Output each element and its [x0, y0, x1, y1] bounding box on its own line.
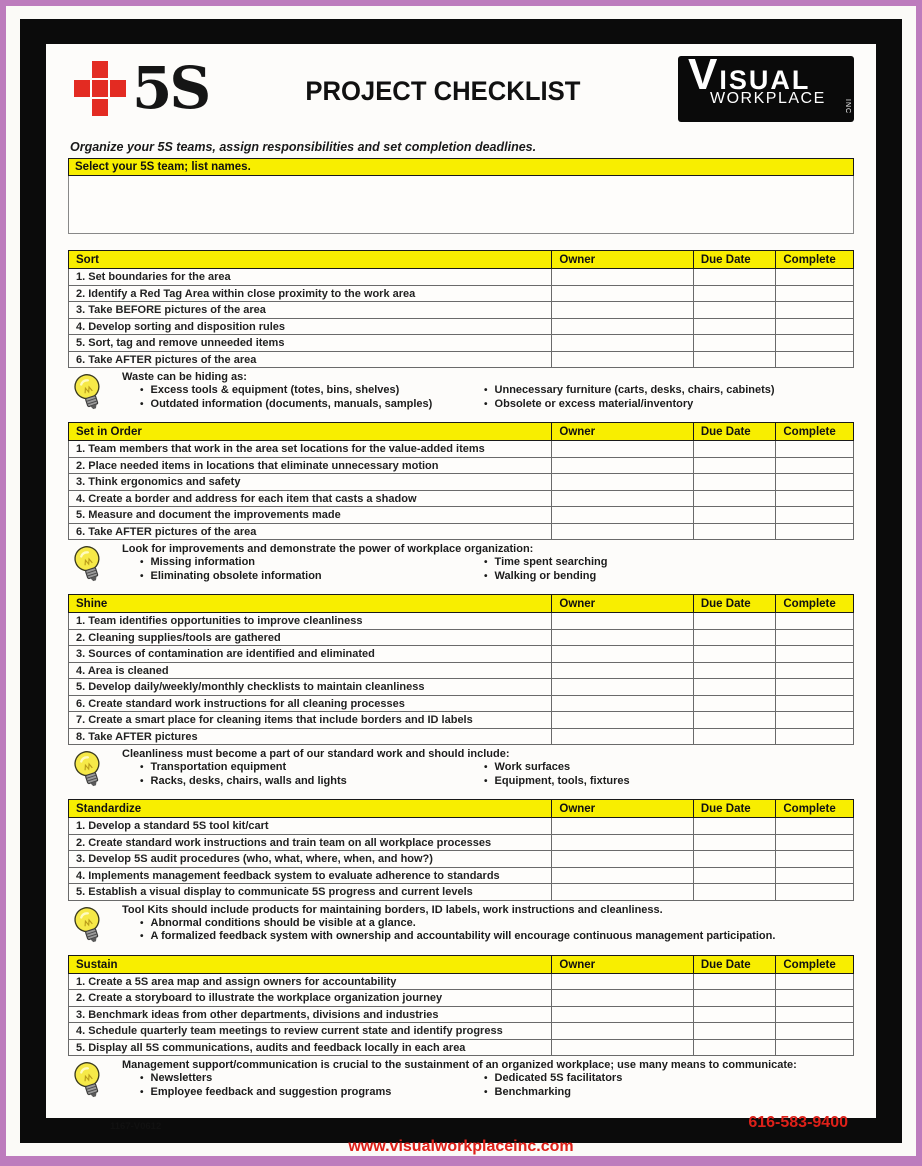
bullet-dot: •	[140, 931, 144, 942]
complete-cell[interactable]	[775, 851, 854, 868]
checklist-row	[68, 851, 854, 868]
complete-cell[interactable]	[775, 818, 854, 835]
note-bullet-column	[466, 384, 810, 411]
item-text: 8. Take AFTER pictures	[68, 729, 551, 746]
bullet-dot: •	[484, 557, 488, 568]
team-names-box[interactable]	[68, 176, 854, 234]
note-bullet	[122, 570, 466, 584]
section-title-sort: Sort	[68, 250, 551, 269]
owner-cell[interactable]	[551, 458, 692, 475]
item-text: 4. Area is cleaned	[68, 663, 551, 680]
item-text: 3. Develop 5S audit procedures (who, what, where, when, and how?)	[68, 851, 551, 868]
lightbulb-icon	[72, 371, 122, 418]
item-text: 7. Create a smart place for cleaning items that include borders and ID labels	[68, 712, 551, 729]
bullet-dot: •	[484, 398, 488, 410]
column-header-owner: Owner	[551, 250, 692, 269]
brand-line2: WORKPLACE	[710, 90, 826, 107]
checklist-row	[68, 1023, 854, 1040]
note-bullet-column	[466, 1072, 810, 1099]
form-code: 1167-V0612	[110, 1121, 162, 1132]
section-title-shine: Shine	[68, 594, 551, 613]
checklist-row	[68, 990, 854, 1007]
checklist-row	[68, 458, 854, 475]
owner-cell[interactable]	[551, 302, 692, 319]
due-date-cell[interactable]	[693, 630, 776, 647]
owner-cell[interactable]	[551, 474, 692, 491]
note-body	[122, 904, 854, 951]
page-title: PROJECT CHECKLIST	[305, 76, 581, 106]
note-bullet-column	[122, 384, 466, 411]
due-date-cell[interactable]	[693, 302, 776, 319]
note-bullet	[466, 570, 810, 584]
bullet-dot: •	[484, 570, 488, 582]
section-header-row	[68, 422, 854, 441]
checklist-row	[68, 868, 854, 885]
owner-cell[interactable]	[551, 696, 692, 713]
complete-cell[interactable]	[775, 1040, 854, 1057]
item-text: 3. Think ergonomics and safety	[68, 474, 551, 491]
note-bullet	[466, 1086, 810, 1100]
column-header-owner: Owner	[551, 422, 692, 441]
owner-cell[interactable]	[551, 663, 692, 680]
column-header-complete: Complete	[775, 422, 854, 441]
due-date-cell[interactable]	[693, 1007, 776, 1024]
sections-container	[68, 250, 854, 1110]
note-bullet-text: Newsletters	[150, 1072, 213, 1084]
item-text: 4. Schedule quarterly team meetings to review current state and identify progress	[68, 1023, 551, 1040]
owner-cell[interactable]	[551, 613, 692, 630]
note-sustain	[68, 1056, 854, 1110]
note-bullet	[466, 1072, 810, 1086]
section-header-row	[68, 594, 854, 613]
complete-cell[interactable]	[775, 1023, 854, 1040]
due-date-cell[interactable]	[693, 679, 776, 696]
column-header-complete: Complete	[775, 250, 854, 269]
checklist-row	[68, 1040, 854, 1057]
visual-workplace-logo	[678, 50, 854, 122]
column-header-complete: Complete	[775, 799, 854, 818]
due-date-cell[interactable]	[693, 990, 776, 1007]
due-date-cell[interactable]	[693, 335, 776, 352]
owner-cell[interactable]	[551, 335, 692, 352]
note-bullet	[122, 761, 466, 775]
item-text: 2. Create a storyboard to illustrate the workplace organization journey	[68, 990, 551, 1007]
owner-cell[interactable]	[551, 974, 692, 991]
bullet-dot: •	[140, 398, 144, 410]
note-bullet	[122, 775, 466, 789]
note-bullet-text: Equipment, tools, fixtures	[494, 774, 630, 787]
note-bullet-text: Walking or bending	[494, 569, 597, 582]
item-text: 4. Implements management feedback system to evaluate adherence to standards	[68, 868, 551, 885]
note-bullet	[466, 761, 810, 775]
note-bullet	[122, 1086, 466, 1100]
due-date-cell[interactable]	[693, 974, 776, 991]
column-header-due-date: Due Date	[693, 594, 776, 613]
checklist-row	[68, 319, 854, 336]
owner-cell[interactable]	[551, 712, 692, 729]
owner-cell[interactable]	[551, 884, 692, 901]
bullet-dot: •	[140, 1073, 144, 1084]
note-bullet-text: Employee feedback and suggestion programs	[150, 1085, 392, 1098]
owner-cell[interactable]	[551, 868, 692, 885]
due-date-cell[interactable]	[693, 884, 776, 901]
complete-cell[interactable]	[775, 524, 854, 541]
note-bullet-column	[122, 1072, 466, 1099]
checklist-row	[68, 613, 854, 630]
red-cross-icon	[74, 61, 126, 116]
section-header-row	[68, 799, 854, 818]
checklist-page	[46, 44, 876, 1155]
due-date-cell[interactable]	[693, 712, 776, 729]
note-intro: Cleanliness must become a part of our standard work and should include:	[122, 748, 510, 760]
checklist-row	[68, 729, 854, 746]
note-bullet	[122, 556, 466, 570]
section-set-in-order	[68, 422, 854, 540]
bullet-dot: •	[140, 557, 144, 568]
due-date-cell[interactable]	[693, 524, 776, 541]
note-intro: Management support/communication is crucial to the sustainment of an organized workplace; use many means to communicate:	[122, 1059, 797, 1071]
item-text: 5. Sort, tag and remove unneeded items	[68, 335, 551, 352]
item-text: 2. Cleaning supplies/tools are gathered	[68, 630, 551, 647]
item-text: 4. Develop sorting and disposition rules	[68, 319, 551, 336]
note-bullet	[122, 930, 854, 944]
due-date-cell[interactable]	[693, 474, 776, 491]
owner-cell[interactable]	[551, 630, 692, 647]
note-standardize	[68, 901, 854, 955]
complete-cell[interactable]	[775, 835, 854, 852]
owner-cell[interactable]	[551, 286, 692, 303]
checklist-row	[68, 712, 854, 729]
item-text: 2. Place needed items in locations that eliminate unnecessary motion	[68, 458, 551, 475]
note-bullet	[122, 384, 466, 398]
checklist-row	[68, 974, 854, 991]
brand-line1: VISUAL	[688, 50, 811, 99]
bullet-dot: •	[140, 1086, 144, 1098]
due-date-cell[interactable]	[693, 507, 776, 524]
complete-cell[interactable]	[775, 868, 854, 885]
column-header-complete: Complete	[775, 955, 854, 974]
due-date-cell[interactable]	[693, 613, 776, 630]
item-text: 1. Develop a standard 5S tool kit/cart	[68, 818, 551, 835]
note-bullet	[466, 384, 810, 398]
note-bullet-text: Racks, desks, chairs, walls and lights	[150, 774, 347, 787]
due-date-cell[interactable]	[693, 663, 776, 680]
black-frame	[20, 19, 902, 1155]
complete-cell[interactable]	[775, 302, 854, 319]
checklist-row	[68, 696, 854, 713]
bullet-dot: •	[140, 917, 144, 929]
note-bullets	[122, 384, 854, 411]
owner-cell[interactable]	[551, 507, 692, 524]
owner-cell[interactable]	[551, 524, 692, 541]
note-bullet	[122, 917, 854, 931]
due-date-cell[interactable]	[693, 1023, 776, 1040]
page-footer	[68, 1112, 854, 1166]
lightbulb-icon	[72, 748, 122, 795]
checklist-row	[68, 835, 854, 852]
brand-inc: INC	[844, 98, 851, 114]
complete-cell[interactable]	[775, 319, 854, 336]
owner-cell[interactable]	[551, 441, 692, 458]
note-body	[122, 1059, 854, 1106]
complete-cell[interactable]	[775, 335, 854, 352]
note-intro: Tool Kits should include products for maintaining borders, ID labels, work instructions and cleanliness.	[122, 903, 663, 916]
page-header	[68, 50, 854, 132]
section-standardize	[68, 799, 854, 901]
note-bullet-text: Outdated information (documents, manuals, samples)	[150, 397, 433, 410]
note-set-in-order	[68, 540, 854, 594]
complete-cell[interactable]	[775, 613, 854, 630]
complete-cell[interactable]	[775, 696, 854, 713]
bullet-dot: •	[140, 775, 144, 787]
item-text: 2. Identify a Red Tag Area within close proximity to the work area	[68, 286, 551, 303]
column-header-owner: Owner	[551, 594, 692, 613]
checklist-row	[68, 491, 854, 508]
owner-cell[interactable]	[551, 352, 692, 369]
note-bullet-text: Dedicated 5S facilitators	[494, 1072, 623, 1084]
item-text: 5. Develop daily/weekly/monthly checklists to maintain cleanliness	[68, 679, 551, 696]
note-bullets	[122, 1072, 854, 1099]
owner-cell[interactable]	[551, 491, 692, 508]
checklist-row	[68, 1007, 854, 1024]
lightbulb-icon	[72, 904, 122, 951]
checklist-row	[68, 646, 854, 663]
due-date-cell[interactable]	[693, 269, 776, 286]
note-body	[122, 748, 854, 795]
note-intro: Waste can be hiding as:	[122, 371, 247, 383]
column-header-due-date: Due Date	[693, 250, 776, 269]
note-bullet-text: Missing information	[150, 556, 256, 568]
item-text: 6. Take AFTER pictures of the area	[68, 524, 551, 541]
due-date-cell[interactable]	[693, 696, 776, 713]
bullet-dot: •	[484, 1086, 488, 1098]
note-bullets	[122, 917, 854, 944]
due-date-cell[interactable]	[693, 818, 776, 835]
note-bullet-column	[122, 761, 466, 788]
section-header-row	[68, 250, 854, 269]
bullet-dot: •	[484, 775, 488, 787]
checklist-row	[68, 302, 854, 319]
note-bullets	[122, 556, 854, 583]
lightbulb-icon	[72, 1059, 122, 1106]
note-bullet-column	[122, 917, 854, 944]
checklist-row	[68, 474, 854, 491]
complete-cell[interactable]	[775, 974, 854, 991]
column-header-complete: Complete	[775, 594, 854, 613]
complete-cell[interactable]	[775, 474, 854, 491]
owner-cell[interactable]	[551, 818, 692, 835]
section-title-standardize: Standardize	[68, 799, 551, 818]
note-bullet-text: Transportation equipment	[150, 761, 287, 773]
website-link[interactable]: www.visualworkplaceinc.com	[348, 1138, 574, 1155]
note-bullet	[122, 1072, 466, 1086]
complete-cell[interactable]	[775, 491, 854, 508]
complete-cell[interactable]	[775, 646, 854, 663]
item-text: 6. Take AFTER pictures of the area	[68, 352, 551, 369]
item-text: 3. Sources of contamination are identified and eliminated	[68, 646, 551, 663]
due-date-cell[interactable]	[693, 319, 776, 336]
checklist-row	[68, 507, 854, 524]
due-date-cell[interactable]	[693, 868, 776, 885]
owner-cell[interactable]	[551, 319, 692, 336]
bullet-dot: •	[140, 385, 144, 396]
item-text: 1. Team identifies opportunities to improve cleanliness	[68, 613, 551, 630]
note-bullet-column	[122, 556, 466, 583]
note-bullets	[122, 761, 854, 788]
section-title-set-in-order: Set in Order	[68, 422, 551, 441]
note-bullet-text: Benchmarking	[494, 1085, 571, 1098]
complete-cell[interactable]	[775, 990, 854, 1007]
team-select-header: Select your 5S team; list names.	[68, 158, 854, 176]
note-bullet-text: Unnecessary furniture (carts, desks, chairs, cabinets)	[494, 384, 775, 396]
item-text: 1. Create a 5S area map and assign owners for accountability	[68, 974, 551, 991]
note-body	[122, 371, 854, 418]
phone-number: 616-583-9400	[748, 1114, 848, 1131]
due-date-cell[interactable]	[693, 835, 776, 852]
5s-logo	[74, 54, 209, 122]
complete-cell[interactable]	[775, 884, 854, 901]
owner-cell[interactable]	[551, 851, 692, 868]
owner-cell[interactable]	[551, 835, 692, 852]
due-date-cell[interactable]	[693, 646, 776, 663]
owner-cell[interactable]	[551, 269, 692, 286]
checklist-row	[68, 335, 854, 352]
owner-cell[interactable]	[551, 1007, 692, 1024]
item-text: 1. Team members that work in the area set locations for the value-added items	[68, 441, 551, 458]
note-bullet-text: Obsolete or excess material/inventory	[494, 397, 694, 410]
bullet-dot: •	[484, 762, 488, 773]
note-bullet	[466, 556, 810, 570]
owner-cell[interactable]	[551, 1023, 692, 1040]
item-text: 5. Display all 5S communications, audits and feedback locally in each area	[68, 1040, 551, 1057]
bullet-dot: •	[140, 570, 144, 582]
checklist-row	[68, 630, 854, 647]
item-text: 5. Establish a visual display to communicate 5S progress and current levels	[68, 884, 551, 901]
complete-cell[interactable]	[775, 1007, 854, 1024]
complete-cell[interactable]	[775, 729, 854, 746]
checklist-row	[68, 441, 854, 458]
bullet-dot: •	[484, 1073, 488, 1084]
column-header-owner: Owner	[551, 955, 692, 974]
checklist-row	[68, 663, 854, 680]
column-header-owner: Owner	[551, 799, 692, 818]
note-bullet	[122, 398, 466, 412]
section-sort	[68, 250, 854, 368]
column-header-due-date: Due Date	[693, 955, 776, 974]
page-mat	[6, 6, 916, 1156]
note-sort	[68, 368, 854, 422]
due-date-cell[interactable]	[693, 491, 776, 508]
note-bullet-column	[466, 556, 810, 583]
note-intro: Look for improvements and demonstrate the power of workplace organization:	[122, 543, 534, 555]
item-text: 4. Create a border and address for each item that casts a shadow	[68, 491, 551, 508]
item-text: 6. Create standard work instructions for all cleaning processes	[68, 696, 551, 713]
note-bullet	[466, 775, 810, 789]
bullet-dot: •	[140, 762, 144, 773]
due-date-cell[interactable]	[693, 441, 776, 458]
complete-cell[interactable]	[775, 712, 854, 729]
item-text: 5. Measure and document the improvements made	[68, 507, 551, 524]
complete-cell[interactable]	[775, 458, 854, 475]
note-body	[122, 543, 854, 590]
owner-cell[interactable]	[551, 990, 692, 1007]
due-date-cell[interactable]	[693, 729, 776, 746]
complete-cell[interactable]	[775, 663, 854, 680]
note-bullet-text: Work surfaces	[494, 761, 571, 773]
owner-cell[interactable]	[551, 646, 692, 663]
note-shine	[68, 745, 854, 799]
note-bullet-text: A formalized feedback system with ownership and accountability will encourage continuous management participation.	[150, 930, 776, 942]
section-title-sustain: Sustain	[68, 955, 551, 974]
note-bullet-text: Time spent searching	[494, 556, 608, 568]
due-date-cell[interactable]	[693, 352, 776, 369]
due-date-cell[interactable]	[693, 1040, 776, 1057]
complete-cell[interactable]	[775, 269, 854, 286]
item-text: 3. Benchmark ideas from other departments, divisions and industries	[68, 1007, 551, 1024]
checklist-row	[68, 286, 854, 303]
note-bullet-text: Excess tools & equipment (totes, bins, shelves)	[150, 384, 400, 396]
complete-cell[interactable]	[775, 679, 854, 696]
column-header-due-date: Due Date	[693, 799, 776, 818]
due-date-cell[interactable]	[693, 286, 776, 303]
item-text: 3. Take BEFORE pictures of the area	[68, 302, 551, 319]
section-header-row	[68, 955, 854, 974]
bullet-dot: •	[484, 385, 488, 396]
checklist-row	[68, 884, 854, 901]
due-date-cell[interactable]	[693, 458, 776, 475]
due-date-cell[interactable]	[693, 851, 776, 868]
section-sustain	[68, 955, 854, 1057]
note-bullet	[466, 398, 810, 412]
owner-cell[interactable]	[551, 1040, 692, 1057]
owner-cell[interactable]	[551, 729, 692, 746]
5s-logo-text: 5S	[132, 54, 209, 122]
checklist-row	[68, 818, 854, 835]
checklist-row	[68, 269, 854, 286]
checklist-row	[68, 679, 854, 696]
owner-cell[interactable]	[551, 679, 692, 696]
item-text: 1. Set boundaries for the area	[68, 269, 551, 286]
complete-cell[interactable]	[775, 352, 854, 369]
complete-cell[interactable]	[775, 441, 854, 458]
note-bullet-column	[466, 761, 810, 788]
section-shine	[68, 594, 854, 745]
lightbulb-icon	[72, 543, 122, 590]
checklist-row	[68, 352, 854, 369]
complete-cell[interactable]	[775, 286, 854, 303]
checklist-row	[68, 524, 854, 541]
tagline: Organize your 5S teams, assign responsibilities and set completion deadlines.	[70, 140, 537, 154]
note-bullet-text: Eliminating obsolete information	[150, 569, 322, 582]
item-text: 2. Create standard work instructions and train team on all workplace processes	[68, 835, 551, 852]
complete-cell[interactable]	[775, 507, 854, 524]
note-bullet-text: Abnormal conditions should be visible at a glance.	[150, 916, 416, 929]
column-header-due-date: Due Date	[693, 422, 776, 441]
complete-cell[interactable]	[775, 630, 854, 647]
